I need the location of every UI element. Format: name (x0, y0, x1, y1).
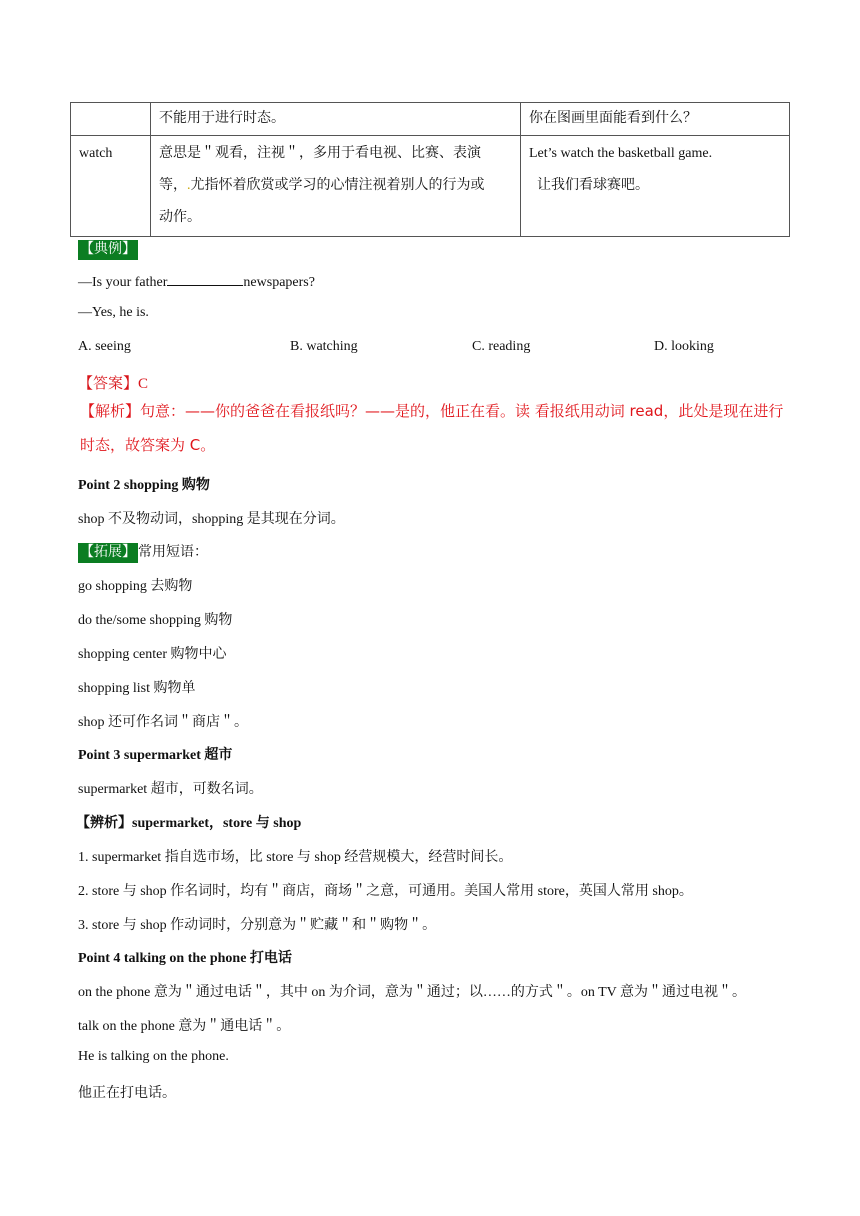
point4-line: 他正在打电话。 (78, 1086, 176, 1101)
option-c: C. reading (472, 339, 531, 354)
table-cell-desc (151, 136, 521, 237)
point2-text: shop 不及物动词，shopping 是其现在分词。 (78, 512, 345, 527)
point2-title: Point 2 shopping 购物 (78, 478, 210, 493)
example-translation: 让我们看球赛吧。 (537, 178, 649, 193)
point4-title: Point 4 talking on the phone 打电话 (78, 951, 292, 966)
example-tag: 【典例】 (78, 240, 138, 260)
diff-title: 【辨析】supermarket，store 与 shop (76, 816, 302, 831)
question-line: —Is your father newspapers? (78, 271, 315, 291)
phrase-item: shop 还可作名词＂商店＂。 (78, 715, 248, 730)
phrase-item: do the/some shopping 购物 (78, 613, 233, 628)
phrase-item: go shopping 去购物 (78, 579, 193, 594)
diff-item: 3. store 与 shop 作动词时，分别意为＂贮藏＂和＂购物＂。 (78, 918, 437, 933)
diff-item: 2. store 与 shop 作名词时，均有＂商店，商场＂之意，可通用。美国人常用 store，英国人常用 shop。 (78, 884, 693, 899)
phrase-item: shopping list 购物单 (78, 681, 196, 696)
table-row (71, 136, 790, 237)
diff-item: 1. supermarket 指自选市场，比 store 与 shop 经营规模大，经营时间长。 (78, 850, 513, 865)
vocab-table (70, 102, 790, 237)
table-cell-example (521, 136, 790, 237)
point3-title: Point 3 supermarket 超市 (78, 748, 233, 763)
extension-tag: 【拓展】 (78, 543, 138, 563)
phrase-item: shopping center 购物中心 (78, 647, 227, 662)
table-cell-desc: 不能用于进行时态。 (151, 103, 521, 136)
desc-line: 意思是＂观看，注视＂，多用于看电视、比赛、表演 (159, 146, 481, 161)
analysis-line: 【解析】句意：——你的爸爸在看报纸吗？——是的，他正在看。读 看报纸用动词 read，此处是现在进行 (80, 402, 784, 420)
table-row (71, 103, 790, 136)
point3-text: supermarket 超市，可数名词。 (78, 782, 263, 797)
example-sentence: Let’s watch the basketball game. (529, 146, 713, 161)
reply-line: —Yes, he is. (78, 305, 149, 320)
answer-line: 【答案】C (78, 376, 149, 392)
option-d: D. looking (654, 339, 714, 354)
desc-line: 动作。 (159, 210, 201, 225)
table-cell-example: 你在图画里面能看到什么？ (521, 103, 790, 136)
point4-line: He is talking on the phone. (78, 1049, 229, 1064)
desc-line: 等，.尤指怀着欣赏或学习的心情注视着别人的行为或 (159, 178, 485, 193)
analysis-block (80, 394, 795, 462)
point4-line: talk on the phone 意为＂通电话＂。 (78, 1019, 291, 1034)
table-cell-word (71, 103, 151, 136)
option-a: A. seeing (78, 339, 131, 354)
answer-blank (167, 271, 243, 286)
extension-line: 【拓展】 常用短语： (78, 541, 208, 563)
analysis-line: 时态，故答案为 C。 (80, 436, 216, 454)
table-cell-word: watch (71, 136, 151, 237)
point4-line: on the phone 意为＂通过电话＂，其中 on 为介词，意为＂通过；以……的方式＂。on TV 意为＂通过电视＂。 (78, 985, 746, 1000)
option-b: B. watching (290, 339, 358, 354)
